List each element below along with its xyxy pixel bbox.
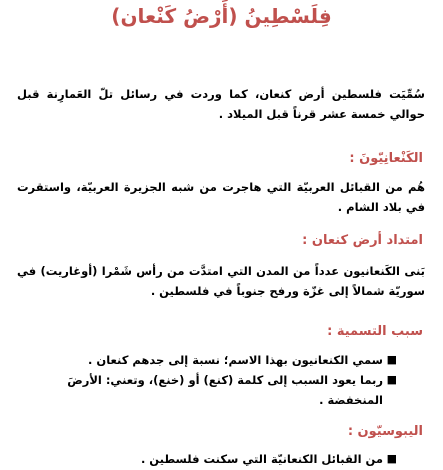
section-heading-extent: امتداد أرض كنعان : [302, 233, 423, 248]
section-heading-naming: سبب التسمية : [327, 324, 423, 339]
list-item-text: من القبائل الكنعانيّة التي سكنت فلسطين . [140, 452, 383, 466]
list-item-text: سمي الكنعانيون بهذا الاسم؛ نسبة إلى جدهم كنعان . [88, 353, 383, 367]
page-title: فِلَسْطِينُ (أَرْضُ كَنْعان) [111, 4, 332, 28]
intro-paragraph: سُمِّيَت فلسطين أرض كنعان، كما وردت في رسائل تلّ العَمارِنة قبل حوالي خمسة عشر قرناً قبل الميلاد . [17, 87, 425, 121]
jebusites-list [17, 449, 397, 469]
naming-reasons-list [17, 350, 397, 410]
list-item [17, 449, 397, 469]
bullet-icon: ■ [386, 452, 397, 465]
bullet-icon: ■ [386, 353, 397, 366]
list-item [17, 370, 397, 410]
section-heading-canaanites: الكَنْعانِيّونَ : [349, 151, 423, 166]
section-text-canaanites: هُم من القبائل العربيّة التي هاجرت من شبه الجزيرة العربيّة، واستقرت في بلاد الشام . [17, 180, 425, 214]
section-text-extent: بَنى الكَنعانيون عدداً من المدن التي امتدَّت من رأس شَمْرا (أوغاريت) في سوريّة شمالاً إلى غزّة ورفح جنوباً في فلسطين . [17, 264, 425, 298]
bullet-icon: ■ [386, 373, 397, 386]
section-heading-jebusites: اليبوسيّون : [347, 424, 423, 439]
list-item-text: ربما يعود السبب إلى كلمة (كنع) أو (خنع)، وتعني: الأرضَ المنخفضة . [67, 373, 383, 407]
list-item [17, 350, 397, 370]
